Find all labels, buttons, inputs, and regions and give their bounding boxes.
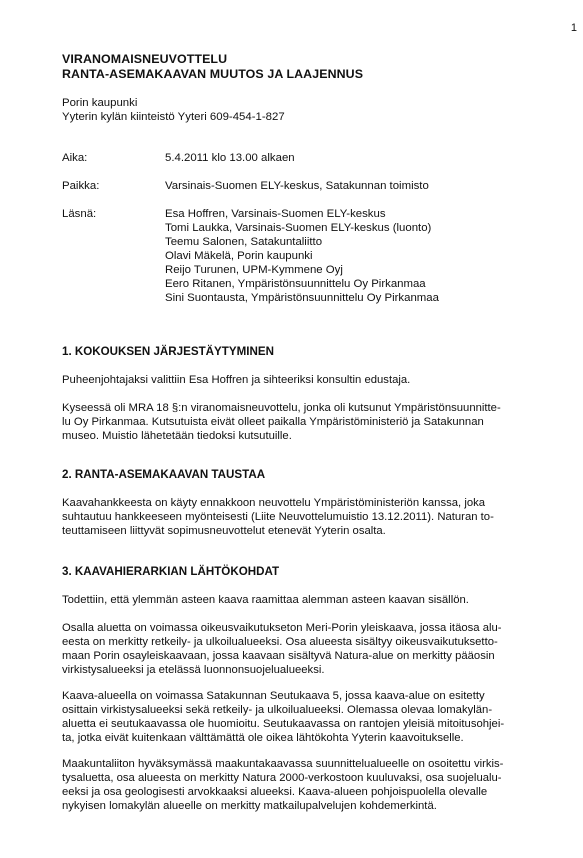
- text-line: lu Oy Pirkanmaa. Kutsutuista eivät olleet paikalla Ympäristöministeriö ja Satakunnan: [62, 416, 484, 428]
- attendee-list: [165, 207, 439, 305]
- section-3-paragraph-2: [62, 621, 532, 677]
- text-line: eesta on merkitty retkeily- ja ulkoilualueeksi. Osa alueesta sisältyy oikeusvaikutuksetto-: [62, 636, 498, 648]
- text-line: virkistysalueeksi ja etelässä luonnonsuojelualueeksi.: [62, 664, 325, 676]
- title-line-2: RANTA-ASEMAKAAVAN MUUTOS JA LAAJENNUS: [62, 67, 364, 81]
- attendee: Sini Suontausta, Ympäristönsuunnittelu Oy Pirkanmaa: [165, 292, 439, 304]
- attendee: Teemu Salonen, Satakuntaliitto: [165, 236, 323, 248]
- text-line: osittain virkistysalueeksi sekä retkeily- ja ulkoilualueeksi. Olemassa olevaa lomakylän-: [62, 704, 493, 716]
- section-3-heading: 3. KAAVAHIERARKIAN LÄHTÖKOHDAT: [62, 565, 280, 578]
- text-line: nykyisen lomakylän alueelle on merkitty matkailupalvelujen kohdemerkintä.: [62, 800, 437, 812]
- section-1-heading: 1. KOKOUKSEN JÄRJESTÄYTYMINEN: [62, 345, 274, 358]
- text-line: Todettiin, että ylemmän asteen kaava raamittaa alemman asteen kaavan sisällön.: [62, 594, 469, 606]
- text-line: ta, jotka eivät kuitenkaan välttämättä ole oikea lähtökohta Yyterin kaavoitukselle.: [62, 732, 464, 744]
- aika-value: 5.4.2011 klo 13.00 alkaen: [165, 152, 295, 164]
- lasna-label: Läsnä:: [62, 208, 97, 220]
- text-line: Kaava-alueella on voimassa Satakunnan Seutukaava 5, jossa kaava-alue on esitetty: [62, 690, 485, 702]
- text-line: aluetta ei seutukaavassa ole huomioitu. Seutukaavassa on rantojen yleisiä mitoitusohjei-: [62, 718, 505, 730]
- page-number: 1: [570, 22, 577, 34]
- text-line: tysaluetta, osa alueesta on merkitty Natura 2000-verkostoon kuuluvaksi, osa suojelualu-: [62, 772, 502, 784]
- title-line-1: VIRANOMAISNEUVOTTELU: [62, 52, 228, 66]
- text-line: Maakuntaliiton hyväksymässä maakuntakaavassa suunnittelualueelle on osoitettu virkis-: [62, 758, 504, 770]
- paikka-label: Paikka:: [62, 180, 100, 192]
- text-line: maan Porin osayleiskaavaan, jossa kaavaan sisältyvä Natura-alue on merkitty pääosin: [62, 650, 495, 662]
- attendee: Esa Hoffren, Varsinais-Suomen ELY-keskus: [165, 208, 386, 220]
- attendee: Reijo Turunen, UPM-Kymmene Oyj: [165, 264, 343, 276]
- text-line: museo. Muistio lähetetään tiedoksi kutsutuille.: [62, 430, 292, 442]
- section-3-paragraph-3: [62, 689, 532, 745]
- text-line: Kyseessä oli MRA 18 §:n viranomaisneuvottelu, jonka oli kutsunut Ympäristönsuunnitte-: [62, 402, 501, 414]
- paikka-value: Varsinais-Suomen ELY-keskus, Satakunnan toimisto: [165, 180, 429, 192]
- organization-block: [62, 96, 285, 124]
- org-line-1: Porin kaupunki: [62, 97, 138, 109]
- section-2-paragraph-1: [62, 496, 532, 538]
- text-line: eeksi ja osa geologisesti arvokkaaksi alueeksi. Kaava-alueen pohjoispuolella olevalle: [62, 786, 488, 798]
- text-line: teuttamiseen liittyvät sopimusneuvottelut etenevät Yyterin osalta.: [62, 525, 386, 537]
- aika-label: Aika:: [62, 152, 88, 164]
- attendee: Eero Ritanen, Ympäristönsuunnittelu Oy Pirkanmaa: [165, 278, 426, 290]
- text-line: suhtautuu hankkeeseen myönteisesti (Liite Neuvottelumuistio 13.12.2011). Naturan to-: [62, 511, 494, 523]
- section-1-paragraph-2: [62, 401, 532, 443]
- section-1-paragraph-1: [62, 373, 532, 387]
- text-line: Osalla aluetta on voimassa oikeusvaikutukseton Meri-Porin yleiskaava, jossa itäosa alu-: [62, 622, 502, 634]
- attendee: Olavi Mäkelä, Porin kaupunki: [165, 250, 313, 262]
- text-line: Kaavahankkeesta on käyty ennakkoon neuvottelu Ympäristöministeriön kanssa, joka: [62, 497, 486, 509]
- text-line: Puheenjohtajaksi valittiin Esa Hoffren ja sihteeriksi konsultin edustaja.: [62, 374, 411, 386]
- attendee: Tomi Laukka, Varsinais-Suomen ELY-keskus (luonto): [165, 222, 432, 234]
- section-3-paragraph-1: [62, 593, 532, 607]
- section-3-paragraph-4: [62, 757, 532, 813]
- org-line-2: Yyterin kylän kiinteistö Yyteri 609-454-1-827: [62, 111, 285, 123]
- document-title: [62, 52, 363, 82]
- section-2-heading: 2. RANTA-ASEMAKAAVAN TAUSTAA: [62, 468, 266, 481]
